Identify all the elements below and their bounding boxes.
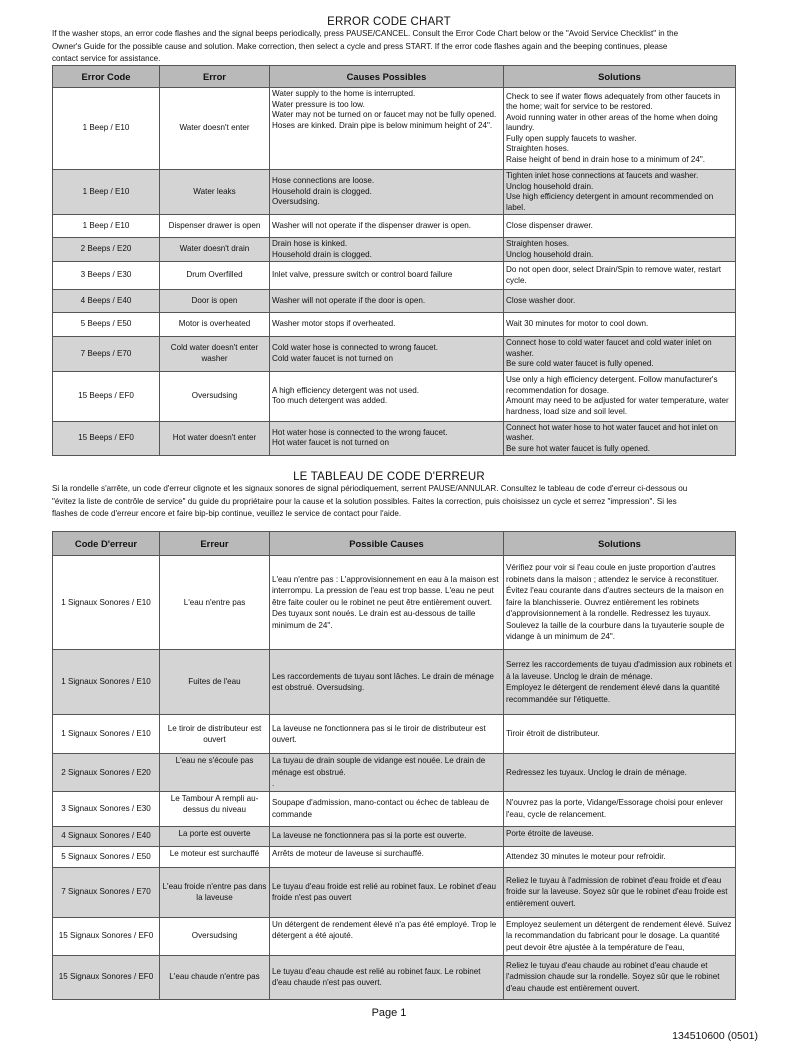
error-code-cell: 5 Beeps / E50	[53, 313, 160, 337]
error-code-cell: 3 Signaux Sonores / E30	[53, 791, 160, 826]
error-cell: Le moteur est surchauffé	[160, 846, 270, 867]
solution-cell: Reliez le tuyau d'eau chaude au robinet d'eau chaude et l'admission chaude sur la rondelle. Soyez sûr que le robinet d'eau chaude est entièrement ouvert.	[504, 955, 736, 999]
solution-cell: Straighten hoses. Unclog household drain.	[504, 238, 736, 262]
error-cell: L'eau chaude n'entre pas	[160, 955, 270, 999]
cause-cell: Washer motor stops if overheated.	[270, 313, 504, 337]
solution-cell: Serrez les raccordements de tuyau d'admission aux robinets et à la laveuse. Unclog le drain de ménage. Employez le détergent de rendement élevé dans la quantité recommandée sur l'étiquette.	[504, 650, 736, 715]
cause-cell: L'eau n'entre pas : L'approvisionnement en eau à la maison est interrompu. La pression de l'eau est trop basse. L'eau ne peut être faite couler ou le robinet ne peut être entièrement ouvert. Des tuyaux sont noués. Le drain est au-dessous de taille minimum de 24".	[270, 556, 504, 650]
table-row	[53, 556, 736, 650]
error-cell: Hot water doesn't enter	[160, 421, 270, 456]
cause-cell: Hot water hose is connected to the wrong faucet. Hot water faucet is not turned on	[270, 421, 504, 456]
cause-cell: Water supply to the home is interrupted. Water pressure is too low. Water may not be turned on or faucet may not be fully opened. Hoses are kinked. Drain pipe is below minimum height of 24".	[270, 88, 504, 170]
french-intro-text: Si la rondelle s'arrête, un code d'erreur clignote et les signaux sonores de signal périodiquement, serrent PAUSE/ANNULAR. Consultez le tableau de code d'erreur ci-dessous ou "évitez la liste de contrôle de service" du guide du propriétaire pour la cause et la solution possibles. Faites la correction, puis choisissez un cycle et serrez "impression". Si les flashes de code d'erreur encore et faire bip-bip continue, veuillez le service de contact pour l'aide.	[52, 484, 688, 518]
solution-cell: Reliez le tuyau à l'admission de robinet d'eau froide et d'eau froide sur la laveuse. Soyez sûr que le robinet d'eau froide est entièrement ouvert.	[504, 867, 736, 917]
error-cell: Fuites de l'eau	[160, 650, 270, 715]
table-header-row	[53, 66, 736, 88]
cause-cell: Le tuyau d'eau chaude est relié au robinet faux. Le robinet d'eau chaude n'est pas ouvert.	[270, 955, 504, 999]
table-row	[53, 715, 736, 754]
table-row	[53, 826, 736, 846]
error-cell: L'eau froide n'entre pas dans la laveuse	[160, 867, 270, 917]
cause-cell: Cold water hose is connected to wrong faucet. Cold water faucet is not turned on	[270, 337, 504, 372]
solution-cell: Connect hot water hose to hot water faucet and hot inlet on washer. Be sure hot water faucet is fully opened.	[504, 421, 736, 456]
column-header: Error	[160, 66, 270, 88]
french-chart-title: LE TABLEAU DE CODE D'ERREUR	[293, 471, 485, 483]
cause-cell: Hose connections are loose. Household drain is clogged. Oversudsing.	[270, 170, 504, 215]
solution-cell: Close washer door.	[504, 290, 736, 313]
cause-cell: Un détergent de rendement élevé n'a pas été employé. Trop le détergent a été ajouté.	[270, 917, 504, 955]
error-code-cell: 1 Beep / E10	[53, 170, 160, 215]
column-header: Erreur	[160, 532, 270, 556]
error-cell: Cold water doesn't enter washer	[160, 337, 270, 372]
error-cell: L'eau ne s'écoule pas	[160, 754, 270, 792]
error-code-cell: 7 Beeps / E70	[53, 337, 160, 372]
cause-cell: Arrêts de moteur de laveuse si surchauffé.	[270, 846, 504, 867]
cause-cell: Washer will not operate if the door is open.	[270, 290, 504, 313]
error-cell: Oversudsing	[160, 917, 270, 955]
error-cell: Door is open	[160, 290, 270, 313]
error-code-cell: 4 Beeps / E40	[53, 290, 160, 313]
cause-cell: Les raccordements de tuyau sont lâches. Le drain de ménage est obstrué. Oversudsing.	[270, 650, 504, 715]
solution-cell: Attendez 30 minutes le moteur pour refroidir.	[504, 846, 736, 867]
table-row	[53, 917, 736, 955]
document-code: 134510600 (0501)	[672, 1030, 758, 1042]
error-cell: Water doesn't enter	[160, 88, 270, 170]
cause-cell: Le tuyau d'eau froide est relié au robinet faux. Le robinet d'eau froide n'est pas ouvert	[270, 867, 504, 917]
error-cell: Oversudsing	[160, 371, 270, 421]
english-intro-text: If the washer stops, an error code flashes and the signal beeps periodically, press PAUSE/CANCEL. Consult the Error Code Chart below or the "Avoid Service Checklist" in the Owner's Guide for the possible cause and solution. Make correction, then select a cycle and press START. If the error code flashes again and the beeping continues, please contact service for assistance.	[52, 29, 679, 63]
solution-cell: Redressez les tuyaux. Unclog le drain de ménage.	[504, 754, 736, 792]
error-code-cell: 15 Signaux Sonores / EF0	[53, 917, 160, 955]
solution-cell: Wait 30 minutes for motor to cool down.	[504, 313, 736, 337]
error-code-cell: 1 Signaux Sonores / E10	[53, 715, 160, 754]
solution-cell: N'ouvrez pas la porte, Vidange/Essorage choisi pour enlever l'eau, cycle de relancement.	[504, 791, 736, 826]
error-code-cell: 1 Signaux Sonores / E10	[53, 650, 160, 715]
error-cell: Le tiroir de distributeur est ouvert	[160, 715, 270, 754]
error-cell: Le Tambour A rempli au-dessus du niveau	[160, 791, 270, 826]
table-row	[53, 262, 736, 290]
error-cell: Water doesn't drain	[160, 238, 270, 262]
error-cell: L'eau n'entre pas	[160, 556, 270, 650]
error-code-cell: 5 Signaux Sonores / E50	[53, 846, 160, 867]
error-cell: Dispenser drawer is open	[160, 215, 270, 238]
error-code-cell: 4 Signaux Sonores / E40	[53, 826, 160, 846]
column-header: Solutions	[504, 532, 736, 556]
table-row	[53, 421, 736, 456]
cause-cell: Washer will not operate if the dispenser drawer is open.	[270, 215, 504, 238]
error-cell: Motor is overheated	[160, 313, 270, 337]
solution-cell: Use only a high efficiency detergent. Follow manufacturer's recommendation for dosage. Amount may need to be adjusted for water temperature, water hardness, load size and soil level.	[504, 371, 736, 421]
error-cell: Drum Overfilled	[160, 262, 270, 290]
french-error-table	[52, 531, 736, 1000]
error-cell: La porte est ouverte	[160, 826, 270, 846]
table-row	[53, 290, 736, 313]
english-error-table	[52, 65, 736, 456]
page-number: Page 1	[371, 1007, 407, 1019]
table-row	[53, 313, 736, 337]
table-row	[53, 791, 736, 826]
solution-cell: Connect hose to cold water faucet and cold water inlet on washer. Be sure cold water faucet is fully opened.	[504, 337, 736, 372]
column-header: Possible Causes	[270, 532, 504, 556]
cause-cell: A high efficiency detergent was not used. Too much detergent was added.	[270, 371, 504, 421]
table-row	[53, 337, 736, 372]
table-row	[53, 238, 736, 262]
solution-cell: Employez seulement un détergent de rendement élevé. Suivez la recommandation du fabricant pour le dosage. La quantité peut devoir être ajustée à la température de l'eau,	[504, 917, 736, 955]
solution-cell: Vérifiez pour voir si l'eau coule en juste proportion d'autres robinets dans la maison ; attendez le service à reconstituer. Évitez l'eau courante dans d'autres secteurs de la maison en faire la blanchisserie. Ouvrez entièrement les robinets d'approvisionnement à la rondelle. Redressez les tuyaux. Soulevez la taille de la courbure dans la tuyauterie souple de vidange à un minimum de 24".	[504, 556, 736, 650]
table-header-row	[53, 532, 736, 556]
error-cell: Water leaks	[160, 170, 270, 215]
solution-cell: Check to see if water flows adequately from other faucets in the home; wait for service to be restored. Avoid running water in other areas of the home when doing laundry. Fully open supply faucets to washer. Straighten hoses. Raise height of bend in drain hose to a minimum of 24".	[504, 88, 736, 170]
english-chart-title: ERROR CODE CHART	[327, 16, 451, 28]
column-header: Causes Possibles	[270, 66, 504, 88]
error-code-cell: 2 Signaux Sonores / E20	[53, 754, 160, 792]
error-code-cell: 1 Beep / E10	[53, 215, 160, 238]
error-code-cell: 3 Beeps / E30	[53, 262, 160, 290]
cause-cell: Soupape d'admission, mano-contact ou échec de tableau de commande	[270, 791, 504, 826]
table-row	[53, 867, 736, 917]
table-row	[53, 955, 736, 999]
error-code-cell: 1 Signaux Sonores / E10	[53, 556, 160, 650]
cause-cell: Inlet valve, pressure switch or control board failure	[270, 262, 504, 290]
solution-cell: Do not open door, select Drain/Spin to remove water, restart cycle.	[504, 262, 736, 290]
cause-cell: La laveuse ne fonctionnera pas si le tiroir de distributeur est ouvert.	[270, 715, 504, 754]
solution-cell: Tighten inlet hose connections at faucets and washer. Unclog household drain. Use high efficiency detergent in amount recommended on label.	[504, 170, 736, 215]
cause-cell: La laveuse ne fonctionnera pas si la porte est ouverte.	[270, 826, 504, 846]
table-row	[53, 88, 736, 170]
cause-cell: Drain hose is kinked. Household drain is clogged.	[270, 238, 504, 262]
column-header: Solutions	[504, 66, 736, 88]
table-row	[53, 215, 736, 238]
table-row	[53, 754, 736, 792]
error-code-cell: 15 Signaux Sonores / EF0	[53, 955, 160, 999]
solution-cell: Close dispenser drawer.	[504, 215, 736, 238]
table-row	[53, 371, 736, 421]
solution-cell: Porte étroite de laveuse.	[504, 826, 736, 846]
error-code-cell: 15 Beeps / EF0	[53, 371, 160, 421]
table-row	[53, 846, 736, 867]
table-row	[53, 650, 736, 715]
solution-cell: Tiroir étroit de distributeur.	[504, 715, 736, 754]
error-code-cell: 15 Beeps / EF0	[53, 421, 160, 456]
error-code-cell: 7 Signaux Sonores / E70	[53, 867, 160, 917]
column-header: Error Code	[53, 66, 160, 88]
cause-cell: La tuyau de drain souple de vidange est nouée. Le drain de ménage est obstrué. .	[270, 754, 504, 792]
error-code-cell: 1 Beep / E10	[53, 88, 160, 170]
table-row	[53, 170, 736, 215]
column-header: Code D'erreur	[53, 532, 160, 556]
error-code-cell: 2 Beeps / E20	[53, 238, 160, 262]
